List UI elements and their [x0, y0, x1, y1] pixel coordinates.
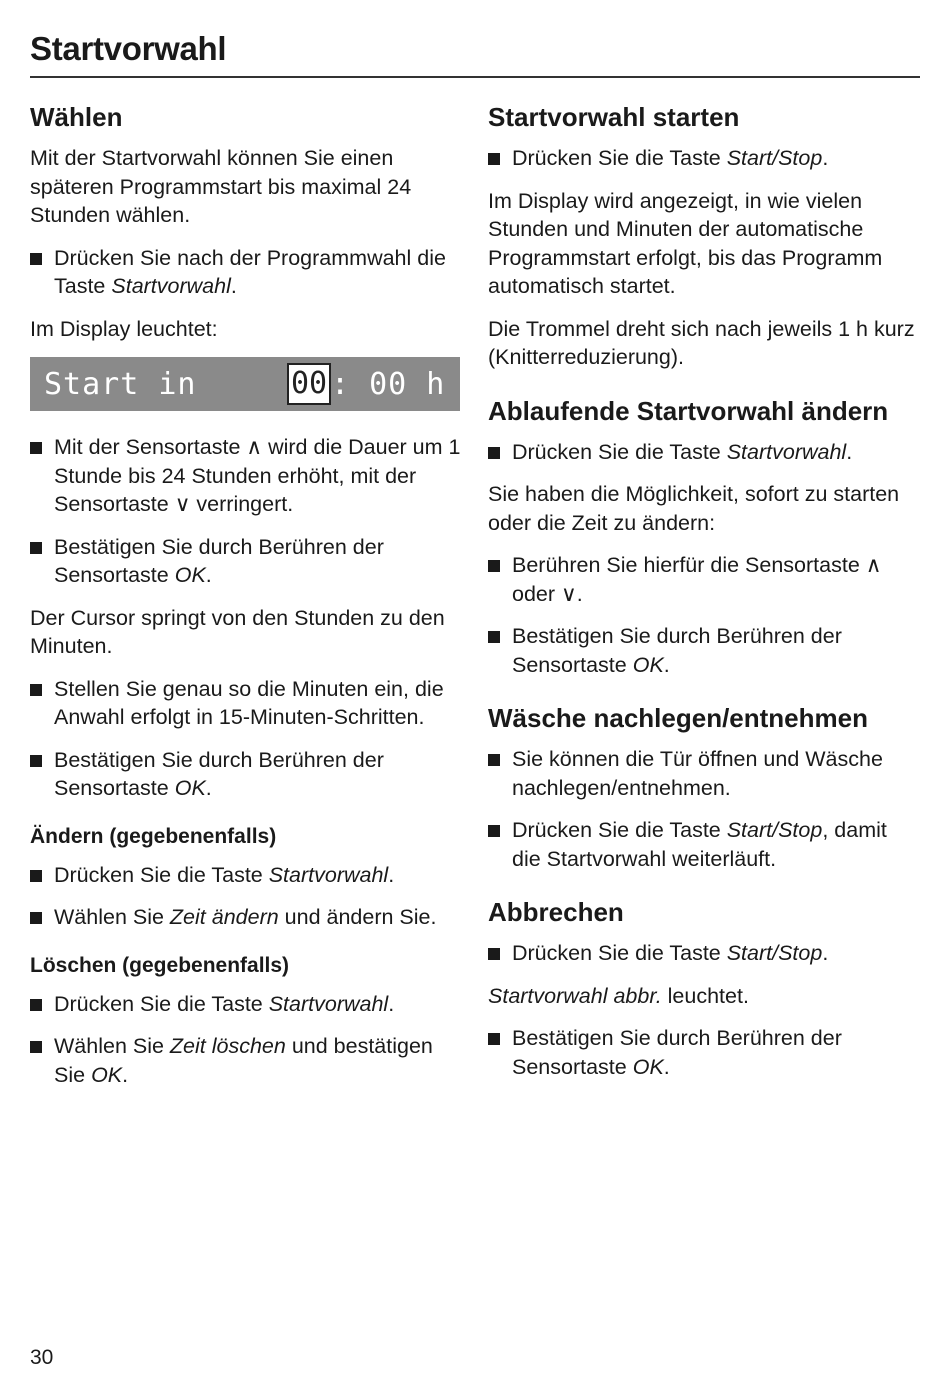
bullet-text: und ändern Sie. [278, 905, 437, 929]
heading-abbrechen: Abbrechen [488, 897, 624, 927]
menu-option-name: Zeit ändern [169, 905, 279, 929]
list-item [488, 939, 920, 968]
list-item [488, 745, 920, 802]
display-panel [30, 357, 460, 411]
bullet-text: Bestätigen Sie durch Berühren der Sensortaste [512, 1026, 842, 1079]
bullet-text: . [205, 563, 212, 587]
bullet-square-icon [30, 999, 42, 1011]
bullet-text: . [388, 991, 395, 1016]
bullet-text: Stellen Sie genau so die Minuten ein, die Anwahl erfolgt in 15-Minuten-Schritten. [54, 676, 444, 729]
left-column [30, 100, 462, 1103]
list-item [30, 903, 462, 932]
bullet-text: Bestätigen Sie durch Berühren der Sensortaste [54, 534, 384, 587]
list-item [30, 990, 462, 1019]
list-item [30, 1032, 462, 1089]
key-name: Startvorwahl [268, 862, 389, 887]
list-item [30, 861, 462, 890]
key-name: Start/Stop [726, 941, 823, 965]
bullet-square-icon [488, 825, 500, 837]
bullet-text: . [230, 274, 237, 298]
bullet-text: Drücken Sie die Taste [512, 146, 727, 170]
cursor-text: Der Cursor springt von den Stunden zu den Minuten. [30, 605, 445, 658]
list-item [30, 746, 462, 803]
page-title: Startvorwahl [30, 30, 227, 67]
bullet-text: , damit die Startvorwahl weiterläuft. [512, 818, 887, 871]
options-text: Sie haben die Möglichkeit, sofort zu starten oder die Zeit zu ändern: [488, 482, 900, 535]
list-item [30, 675, 462, 732]
bullet-square-icon [488, 754, 500, 766]
bullet-text: Drücken Sie die Taste [54, 862, 269, 887]
list-item [30, 244, 462, 301]
bullet-text: Bestätigen Sie durch Berühren der Sensortaste [512, 624, 842, 677]
key-name: Start/Stop [726, 818, 823, 842]
right-column [488, 100, 920, 1095]
display-description: Im Display wird angezeigt, in wie vielen Stunden und Minuten der automatische Programmstart erfolgt, bis das Programm automatisch startet. [488, 188, 883, 298]
heading-waesche: Wäsche nachlegen/entnehmen [488, 703, 868, 733]
bullet-text: Bestätigen Sie durch Berühren der Sensortaste [54, 747, 384, 800]
heading-waehlen: Wählen [30, 102, 123, 132]
bullet-square-icon [30, 542, 42, 554]
abbr-text [488, 982, 920, 1011]
menu-option-name: Zeit löschen [169, 1034, 286, 1058]
list-item [488, 144, 920, 173]
heading-starten: Startvorwahl starten [488, 102, 740, 132]
bullet-text: Drücken Sie die Taste [512, 941, 727, 965]
bullet-square-icon [30, 253, 42, 265]
display-minutes: : 00 h [331, 367, 446, 402]
list-item [488, 622, 920, 679]
bullet-text: Wählen Sie [54, 1034, 170, 1058]
bullet-square-icon [488, 631, 500, 643]
bullet-text: Sie können die Tür öffnen und Wäsche nachlegen/entnehmen. [512, 747, 883, 800]
bullet-text: . [663, 1054, 670, 1079]
bullet-text: und bestätigen Sie [54, 1034, 433, 1087]
list-item [488, 816, 920, 873]
bullet-text: Mit der Sensortaste ∧ wird die Dauer um 1 Stunde bis 24 Stunden erhöht, mit der Sensortaste ∨ verringert. [54, 435, 461, 516]
bullet-text: . [822, 146, 829, 170]
heading-loeschen: Löschen (gegebenenfalls) [30, 953, 290, 977]
bullet-square-icon [488, 1033, 500, 1045]
bullet-text: . [822, 941, 829, 965]
key-name: OK [174, 563, 206, 587]
drum-text: Die Trommel dreht sich nach jeweils 1 h kurz (Knitterreduzierung). [488, 316, 915, 369]
bullet-square-icon [488, 153, 500, 165]
bullet-square-icon [30, 755, 42, 767]
list-item [30, 533, 462, 590]
bullet-square-icon [488, 948, 500, 960]
display-label: Start in [44, 367, 197, 402]
display-message: Startvorwahl abbr. [488, 983, 662, 1008]
abbr-suffix: leuchtet. [661, 983, 749, 1008]
bullet-text: Drücken Sie die Taste [512, 439, 727, 464]
bullet-text: Wählen Sie [54, 905, 170, 929]
key-name: OK [91, 1062, 123, 1087]
key-name: Startvorwahl [726, 439, 847, 464]
bullet-square-icon [30, 870, 42, 882]
bullet-text: Berühren Sie hierfür die Sensortaste ∧ oder ∨. [512, 553, 882, 606]
list-item [30, 433, 462, 519]
bullet-text: . [122, 1062, 129, 1087]
bullet-text: Drücken Sie nach der Programmwahl die Taste [54, 245, 446, 298]
key-name: Startvorwahl [111, 274, 231, 298]
bullet-square-icon [488, 447, 500, 459]
heading-aendern: Ändern (gegebenenfalls) [30, 824, 277, 848]
bullet-text: . [846, 439, 853, 464]
key-name: OK [632, 1054, 664, 1079]
bullet-text: . [663, 652, 670, 677]
display-intro: Im Display leuchtet: [30, 316, 218, 341]
key-name: OK [632, 652, 664, 677]
bullet-square-icon [30, 912, 42, 924]
display-hours-cursor: 00 [291, 366, 328, 401]
key-name: Startvorwahl [268, 991, 389, 1016]
bullet-text: . [205, 776, 212, 800]
title-rule [30, 76, 920, 78]
bullet-square-icon [30, 442, 42, 454]
key-name: Start/Stop [726, 146, 823, 170]
bullet-square-icon [30, 684, 42, 696]
list-item [488, 1024, 920, 1081]
heading-ablaufende: Ablaufende Startvorwahl ändern [488, 395, 889, 426]
list-item [488, 551, 920, 608]
bullet-text: . [388, 862, 395, 887]
list-item [488, 438, 920, 467]
bullet-text: Drücken Sie die Taste [512, 818, 727, 842]
bullet-square-icon [488, 560, 500, 572]
bullet-square-icon [30, 1041, 42, 1053]
bullet-text: Drücken Sie die Taste [54, 991, 269, 1016]
page-number: 30 [30, 1346, 54, 1369]
key-name: OK [174, 776, 206, 800]
intro-text: Mit der Startvorwahl können Sie einen späteren Programmstart bis maximal 24 Stunden wählen. [30, 146, 412, 227]
